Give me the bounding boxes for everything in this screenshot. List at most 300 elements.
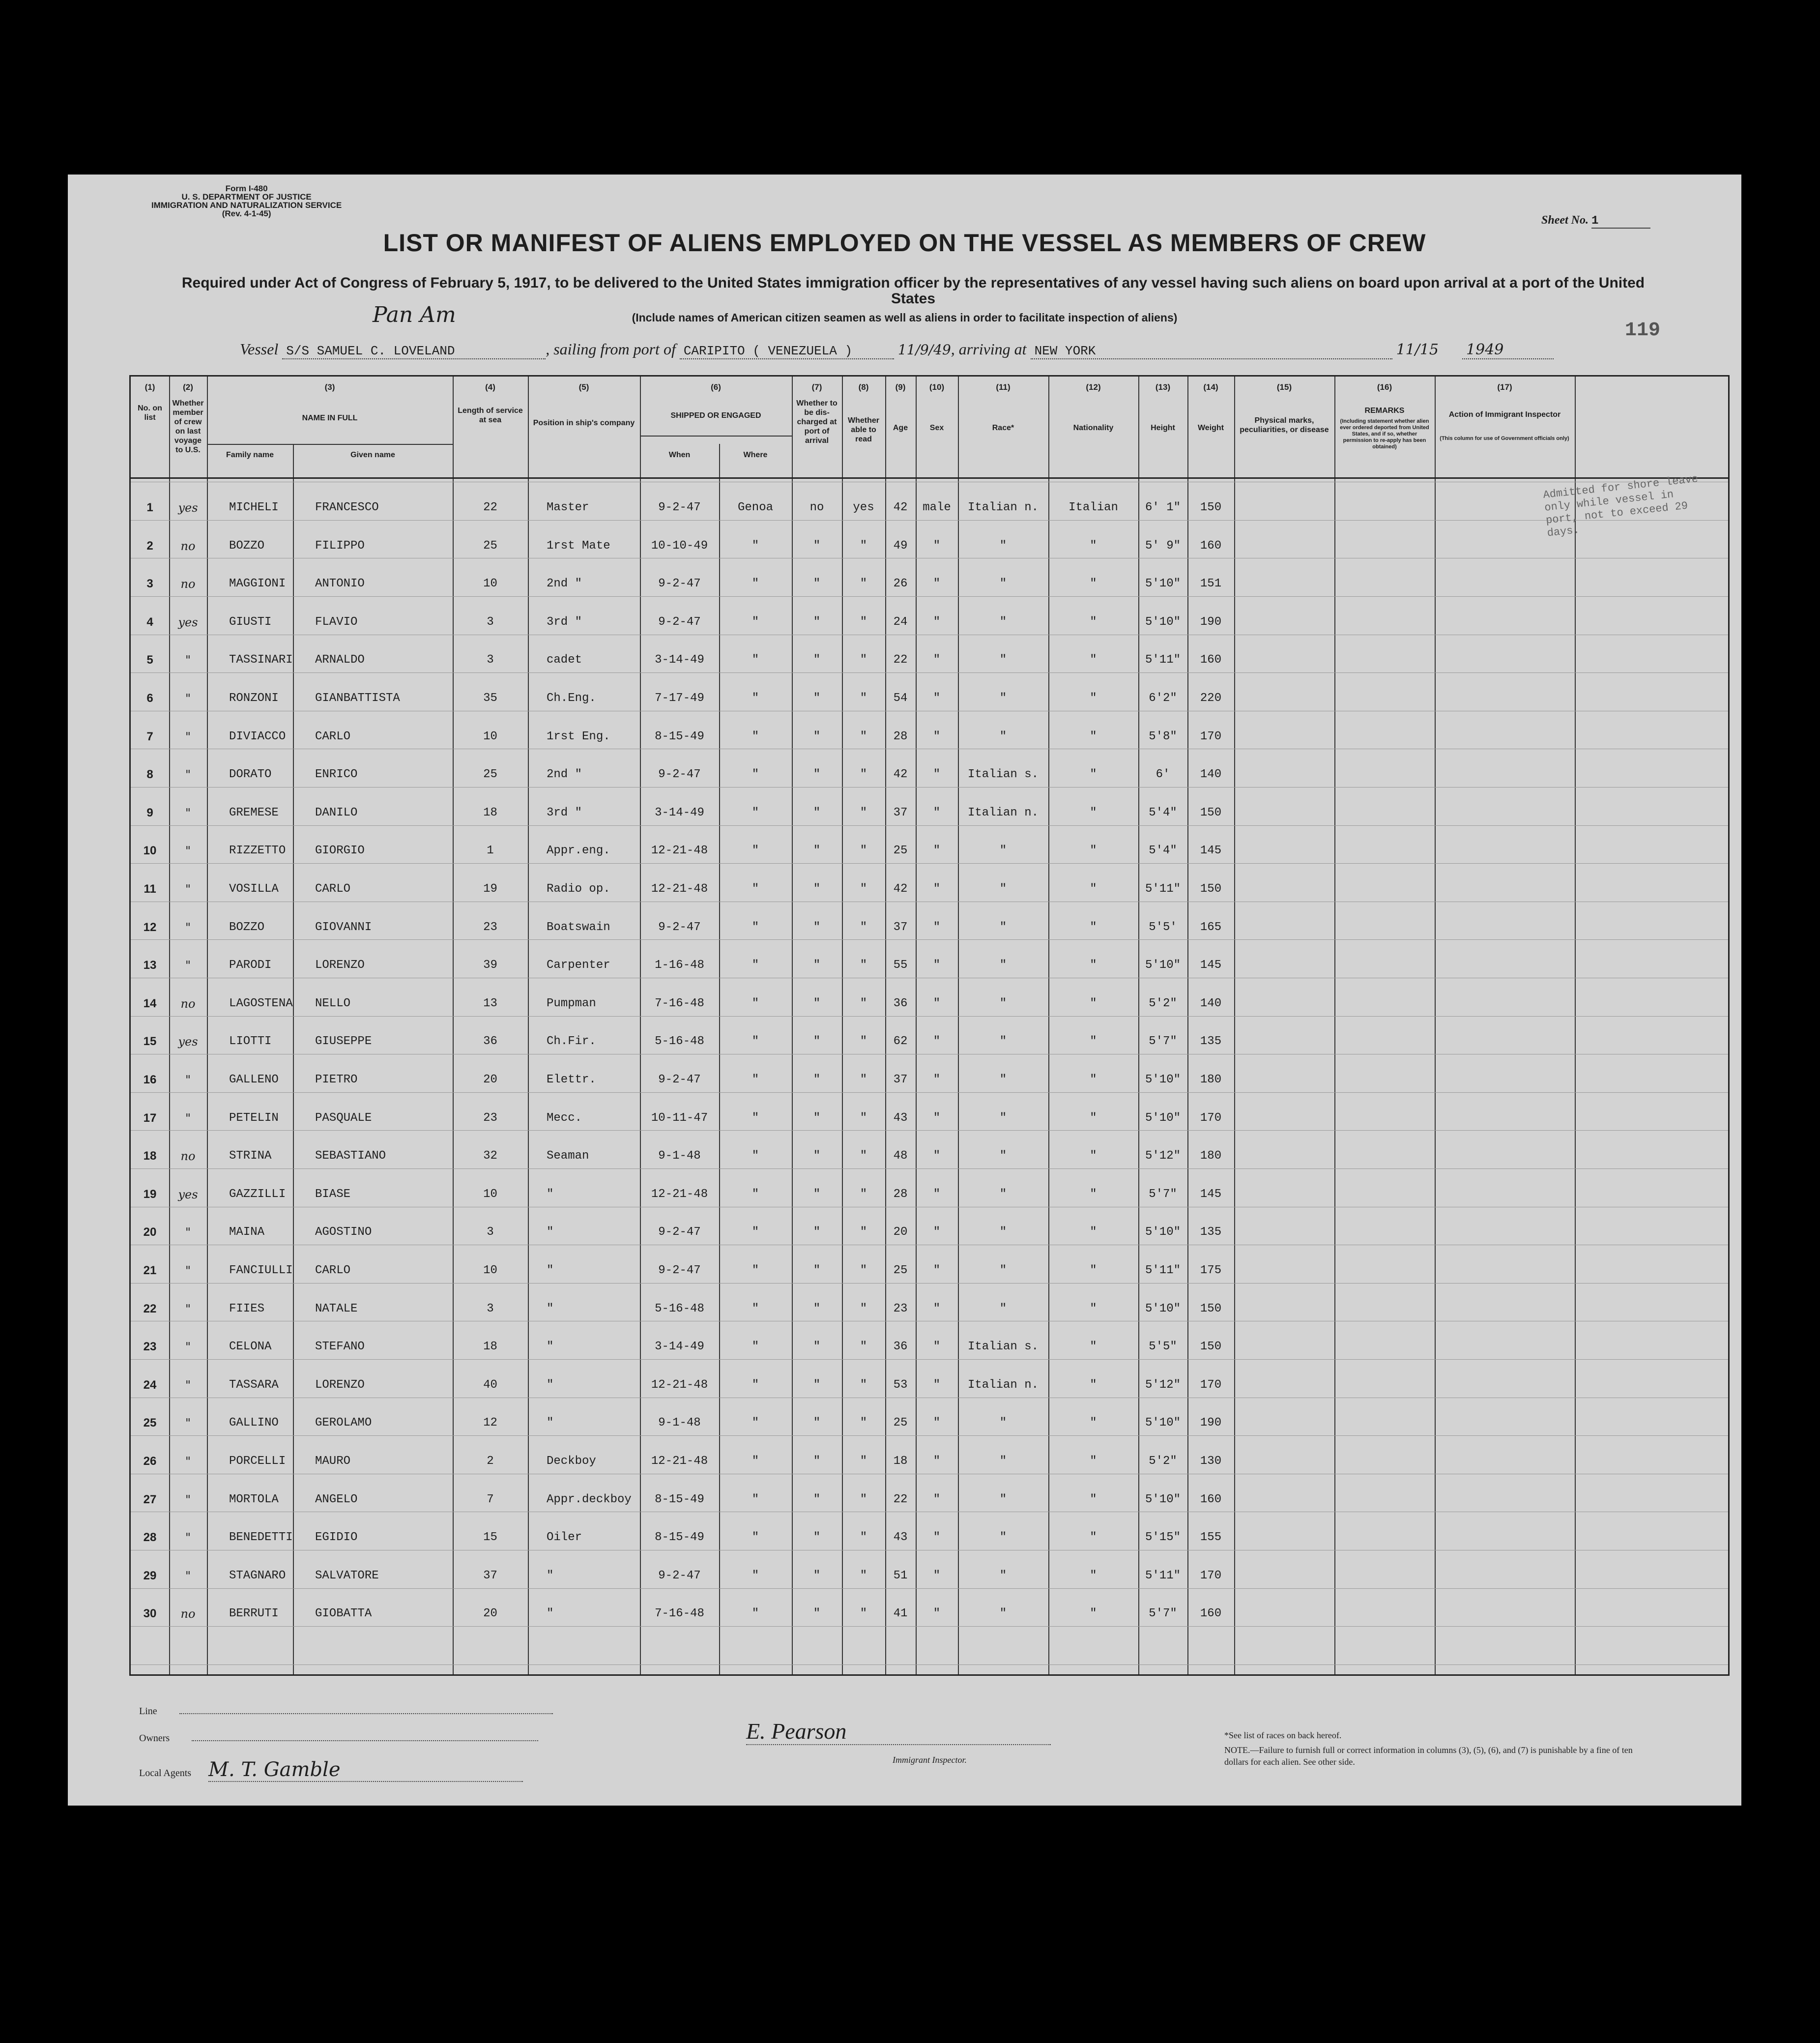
form-service: IMMIGRATION AND NATURALIZATION SERVICE: [151, 201, 342, 210]
column-rule: [1187, 377, 1188, 1674]
cell-c6b: ": [751, 615, 759, 629]
cell-c10: ": [933, 921, 941, 934]
cell-c10: ": [933, 1531, 941, 1544]
cell-c3a: TASSINARI: [229, 653, 293, 667]
cell-c3a: GALLENO: [229, 1073, 279, 1086]
cell-c6b: ": [751, 1226, 759, 1239]
cell-c6b: ": [751, 1416, 759, 1430]
vessel-name: S/S SAMUEL C. LOVELAND: [282, 344, 546, 359]
cell-c13: 5'2": [1149, 997, 1177, 1010]
cell-c3b: GEROLAMO: [315, 1416, 372, 1430]
cell-c12: ": [1090, 1569, 1097, 1582]
cell-c5: Appr.eng.: [547, 844, 610, 857]
cell-c7: ": [813, 1073, 821, 1086]
cell-c10: ": [933, 1149, 941, 1163]
cell-c6b: ": [751, 768, 759, 781]
cell-c2: ": [185, 768, 191, 782]
cell-c2: ": [185, 806, 191, 820]
cell-c12: ": [1090, 1264, 1097, 1277]
cell-c12: ": [1090, 882, 1097, 896]
cell-c3b: GIORGIO: [315, 844, 365, 857]
cell-c14: 170: [1200, 1569, 1222, 1582]
cell-c3a: TASSARA: [229, 1378, 279, 1392]
cell-c10: ": [933, 1569, 941, 1582]
cell-c11: ": [999, 921, 1007, 934]
header-c8: Whether able to read: [848, 416, 879, 443]
cell-c6b: ": [751, 1531, 759, 1544]
column-rule: [1048, 377, 1049, 1674]
cell-c1: 24: [143, 1378, 157, 1392]
cell-c14: 135: [1200, 1035, 1222, 1048]
cell-c8: ": [860, 1569, 867, 1582]
cell-c11: ": [999, 1149, 1007, 1163]
cell-c1: 28: [143, 1531, 157, 1544]
cell-c4: 10: [483, 1264, 497, 1277]
cell-c3a: GAZZILLI: [229, 1188, 286, 1201]
cell-c12: ": [1090, 1226, 1097, 1239]
cell-c11: ": [999, 615, 1007, 629]
cell-c4: 3: [487, 653, 494, 667]
cell-c5: Oiler: [547, 1531, 582, 1544]
cell-c10: ": [933, 1607, 941, 1620]
cell-c6a: 9-2-47: [658, 577, 701, 590]
cell-c8: yes: [853, 501, 874, 514]
cell-c13: 5'7": [1149, 1607, 1177, 1620]
cell-c6a: 9-2-47: [658, 1264, 701, 1277]
cell-c5: 2nd ": [547, 577, 582, 590]
cell-c14: 140: [1200, 997, 1222, 1010]
cell-c12: ": [1090, 1073, 1097, 1086]
header-c3b: Given name: [350, 451, 395, 459]
cell-c10: ": [933, 1378, 941, 1392]
arrival-year: 1949: [1462, 341, 1554, 359]
cell-c14: 145: [1200, 959, 1222, 972]
cell-c13: 5' 9": [1145, 539, 1181, 553]
column-rule: [1435, 377, 1436, 1674]
cell-c8: ": [860, 1264, 867, 1277]
cell-c4: 25: [483, 768, 497, 781]
arrival-port: NEW YORK: [1031, 344, 1392, 359]
cell-c10: ": [933, 615, 941, 629]
cell-c3a: LAGOSTENA: [229, 997, 293, 1010]
cell-c7: ": [813, 1531, 821, 1544]
cell-c1: 29: [143, 1569, 157, 1582]
cell-c8: ": [860, 1149, 867, 1163]
cell-c3b: FLAVIO: [315, 615, 358, 629]
cell-c9: 23: [893, 1302, 908, 1315]
cell-c1: 19: [143, 1188, 157, 1201]
cell-c11: ": [999, 539, 1007, 553]
form-identifier: [151, 184, 342, 218]
cell-c3b: GIANBATTISTA: [315, 692, 400, 705]
cell-c7: ": [813, 1416, 821, 1430]
cell-c6a: 7-16-48: [655, 1607, 704, 1620]
cell-c2: ": [185, 1111, 191, 1125]
header-c17-number: (17): [1497, 382, 1512, 392]
cell-c3a: BOZZO: [229, 921, 265, 934]
cell-c3a: STAGNARO: [229, 1569, 286, 1582]
cell-c12: ": [1090, 653, 1097, 667]
cell-c6b: ": [751, 1264, 759, 1277]
cell-c7: ": [813, 1226, 821, 1239]
cell-c1: 3: [146, 577, 153, 590]
row-rule: [131, 1016, 1728, 1017]
cell-c2: ": [185, 692, 191, 705]
cell-c1: 8: [146, 768, 153, 781]
sheet-label: Sheet No.: [1541, 214, 1589, 227]
column-rule: [916, 377, 917, 1674]
row-rule: [131, 1359, 1728, 1360]
cell-c8: ": [860, 577, 867, 590]
cell-c11: ": [999, 882, 1007, 896]
cell-c10: ": [933, 1340, 941, 1353]
cell-c6a: 7-17-49: [655, 692, 704, 705]
cell-c8: ": [860, 1416, 867, 1430]
cell-c6b: ": [751, 1340, 759, 1353]
header-c3a: Family name: [226, 451, 274, 459]
cell-c7: no: [809, 501, 824, 514]
cell-c1: 17: [143, 1111, 157, 1125]
cell-c11: ": [999, 692, 1007, 705]
cell-c2: ": [185, 1226, 191, 1239]
cell-c12: ": [1090, 1188, 1097, 1201]
cell-c3a: GREMESE: [229, 806, 279, 819]
cell-c10: ": [933, 1493, 941, 1506]
cell-c12: ": [1090, 1531, 1097, 1544]
cell-c7: ": [813, 539, 821, 553]
cell-c13: 5'11": [1145, 653, 1181, 667]
cell-c6b: ": [751, 997, 759, 1010]
cell-c10: ": [933, 1226, 941, 1239]
header-c17: Action of Immigrant Inspector: [1448, 410, 1561, 419]
cell-c10: ": [933, 1264, 941, 1277]
cell-c6b: ": [751, 1149, 759, 1163]
header-c7: Whether to be dis-charged at port of arrival: [796, 399, 838, 445]
cell-c14: 135: [1200, 1226, 1222, 1239]
cell-c9: 42: [893, 501, 908, 514]
header-rule: [131, 477, 1728, 479]
cell-c2: yes: [178, 1188, 198, 1201]
cell-c5: Seaman: [547, 1149, 589, 1163]
cell-c14: 170: [1200, 1111, 1222, 1125]
cell-c7: ": [813, 959, 821, 972]
sailing-label: , sailing from port of: [546, 340, 676, 358]
cell-c3b: PIETRO: [315, 1073, 358, 1086]
cell-c2: no: [180, 577, 196, 591]
cell-c13: 5'5': [1149, 921, 1177, 934]
cell-c2: no: [180, 539, 196, 553]
cell-c11: ": [999, 1455, 1007, 1468]
cell-c2: ": [185, 1531, 191, 1545]
cell-c12: ": [1090, 1493, 1097, 1506]
cell-c10: ": [933, 1073, 941, 1086]
cell-c14: 160: [1200, 1493, 1222, 1506]
cell-c14: 155: [1200, 1531, 1222, 1544]
cell-c6b: ": [751, 882, 759, 896]
header-c2: Whether member of crew on last voyage to U.S.: [172, 399, 204, 454]
cell-c1: 15: [143, 1035, 157, 1048]
cell-c3a: MAINA: [229, 1226, 265, 1239]
cell-c12: ": [1090, 806, 1097, 819]
cell-c1: 1: [146, 501, 153, 514]
cell-c4: 19: [483, 882, 497, 896]
owners-label: Owners: [139, 1733, 170, 1744]
column-rule: [293, 444, 294, 1674]
cell-c9: 42: [893, 768, 908, 781]
cell-c11: ": [999, 1226, 1007, 1239]
cell-c10: male: [923, 501, 951, 514]
column-rule: [885, 377, 886, 1674]
cell-c7: ": [813, 997, 821, 1010]
cell-c6a: 5-16-48: [655, 1302, 704, 1315]
cell-c5: 3rd ": [547, 806, 582, 819]
cell-c13: 5'4": [1149, 844, 1177, 857]
cell-c8: ": [860, 1073, 867, 1086]
cell-c10: ": [933, 806, 941, 819]
cell-c9: 43: [893, 1111, 908, 1125]
cell-c4: 39: [483, 959, 497, 972]
cell-c5: Mecc.: [547, 1111, 582, 1125]
cell-c13: 5'8": [1149, 730, 1177, 743]
cell-c4: 3: [487, 1302, 494, 1315]
cell-c14: 190: [1200, 615, 1222, 629]
cell-c5: 1rst Eng.: [547, 730, 610, 743]
cell-c8: ": [860, 1531, 867, 1544]
cell-c4: 10: [483, 1188, 497, 1201]
header-c12: Nationality: [1073, 424, 1114, 432]
cell-c3b: NELLO: [315, 997, 351, 1010]
cell-c14: 220: [1200, 692, 1222, 705]
row-rule: [131, 1092, 1728, 1093]
row-rule: [131, 520, 1728, 521]
cell-c13: 5'2": [1149, 1455, 1177, 1468]
header-c14: Weight: [1197, 424, 1224, 432]
cell-c7: ": [813, 768, 821, 781]
header-c7-number: (7): [811, 382, 822, 392]
column-rule: [1234, 377, 1235, 1674]
header-c10-number: (10): [929, 382, 945, 392]
column-rule: [169, 377, 170, 1674]
cell-c3a: RONZONI: [229, 692, 279, 705]
cell-c6b: ": [751, 1569, 759, 1582]
cell-c9: 51: [893, 1569, 908, 1582]
header-c12-number: (12): [1086, 382, 1101, 392]
cell-c9: 42: [893, 882, 908, 896]
cell-c4: 15: [483, 1531, 497, 1544]
cell-c5: Ch.Fir.: [547, 1035, 596, 1048]
cell-c1: 9: [146, 806, 153, 819]
cell-c12: ": [1090, 1378, 1097, 1392]
cell-c9: 53: [893, 1378, 908, 1392]
cell-c4: 3: [487, 1226, 494, 1239]
cell-c5: ": [547, 1416, 554, 1430]
cell-c6a: 8-15-49: [655, 1531, 704, 1544]
cell-c8: ": [860, 1226, 867, 1239]
cell-c3a: FIIES: [229, 1302, 265, 1315]
cell-c6a: 9-1-48: [658, 1149, 701, 1163]
cell-c12: ": [1090, 1340, 1097, 1353]
cell-c5: Deckboy: [547, 1455, 596, 1468]
cell-c3b: GIUSEPPE: [315, 1035, 372, 1048]
cell-c8: ": [860, 1111, 867, 1125]
cell-c2: ": [185, 882, 191, 896]
header-c8-number: (8): [858, 382, 869, 392]
cell-c6a: 9-2-47: [658, 615, 701, 629]
cell-c13: 5'4": [1149, 806, 1177, 819]
cell-c7: ": [813, 1149, 821, 1163]
cell-c14: 150: [1200, 1302, 1222, 1315]
cell-c3b: AGOSTINO: [315, 1226, 372, 1239]
cell-c1: 6: [146, 692, 153, 705]
cell-c5: ": [547, 1340, 554, 1353]
vessel-label: Vessel: [240, 340, 279, 358]
cell-c4: 7: [487, 1493, 494, 1506]
cell-c6a: 9-2-47: [658, 1073, 701, 1086]
cell-c14: 150: [1200, 1340, 1222, 1353]
cell-c4: 36: [483, 1035, 497, 1048]
remarks-stamp: Admitted for shore leave only while vessel in port, not to exceed 29 days.: [1542, 472, 1699, 540]
cell-c10: ": [933, 959, 941, 972]
cell-c11: ": [999, 730, 1007, 743]
cell-c7: ": [813, 730, 821, 743]
cell-c6a: 9-2-47: [658, 768, 701, 781]
cell-c3a: DIVIACCO: [229, 730, 286, 743]
header-c6-number: (6): [711, 382, 721, 392]
cell-c6a: 3-14-49: [655, 806, 704, 819]
cell-c6a: 10-10-49: [651, 539, 708, 553]
cell-c14: 150: [1200, 501, 1222, 514]
column-rule: [453, 377, 454, 1674]
agents-label: Local Agents: [139, 1768, 192, 1779]
header-c15-number: (15): [1276, 382, 1292, 392]
cell-c14: 150: [1200, 806, 1222, 819]
cell-c8: ": [860, 653, 867, 667]
cell-c13: 5'5": [1149, 1340, 1177, 1353]
header-c11: Race*: [992, 424, 1014, 432]
column-rule: [842, 377, 843, 1674]
cell-c8: ": [860, 615, 867, 629]
cell-c8: ": [860, 730, 867, 743]
cell-c5: ": [547, 1188, 554, 1201]
cell-c11: ": [999, 1264, 1007, 1277]
cell-c1: 22: [143, 1302, 157, 1315]
header-c9: Age: [893, 424, 908, 432]
cell-c4: 37: [483, 1569, 497, 1582]
cell-c6b: ": [751, 1188, 759, 1201]
cell-c3b: CARLO: [315, 1264, 351, 1277]
cell-c6a: 9-2-47: [658, 1569, 701, 1582]
cell-c14: 170: [1200, 730, 1222, 743]
header-c5-number: (5): [578, 382, 589, 392]
cell-c10: ": [933, 844, 941, 857]
cell-c9: 28: [893, 730, 908, 743]
header-c3-number: (3): [324, 382, 335, 392]
cell-c11: ": [999, 1493, 1007, 1506]
cell-c3b: ENRICO: [315, 768, 358, 781]
form-revision: (Rev. 4-1-45): [222, 209, 271, 218]
cell-c3a: CELONA: [229, 1340, 272, 1353]
fine-note: NOTE.—Failure to furnish full or correct information in columns (3), (5), (6), and (7) is punishable by a fine of ten dollars for each alien. See other side.: [1224, 1745, 1633, 1767]
cell-c12: ": [1090, 539, 1097, 553]
inspector-label: Immigrant Inspector.: [893, 1755, 967, 1765]
cell-c14: 190: [1200, 1416, 1222, 1430]
cell-c2: ": [185, 1416, 191, 1430]
header-c4: Length of service at sea: [458, 407, 523, 424]
cell-c7: ": [813, 1493, 821, 1506]
row-rule: [131, 1168, 1728, 1169]
cell-c3a: FANCIULLI: [229, 1264, 293, 1277]
cell-c14: 160: [1200, 653, 1222, 667]
cell-c13: 6'2": [1149, 692, 1177, 705]
cell-c9: 37: [893, 921, 908, 934]
cell-c9: 55: [893, 959, 908, 972]
cell-c7: ": [813, 653, 821, 667]
cell-c13: 5'10": [1145, 1111, 1181, 1125]
cell-c4: 32: [483, 1149, 497, 1163]
cell-c6b: ": [751, 577, 759, 590]
cell-c5: Master: [547, 501, 589, 514]
cell-c9: 26: [893, 577, 908, 590]
cell-c12: ": [1090, 577, 1097, 590]
column-rule: [958, 377, 959, 1674]
row-rule: [131, 863, 1728, 864]
cell-c7: ": [813, 1569, 821, 1582]
cell-c8: ": [860, 1302, 867, 1315]
cell-c1: 30: [143, 1607, 157, 1620]
cell-c9: 22: [893, 653, 908, 667]
arrival-date: 11/15: [1396, 341, 1439, 358]
cell-c13: 5'11": [1145, 882, 1181, 896]
cell-c8: ": [860, 768, 867, 781]
crew-table: [129, 375, 1730, 1676]
column-rule: [640, 377, 641, 1674]
cell-c11: Italian n.: [967, 806, 1039, 819]
cell-c6b: ": [751, 730, 759, 743]
cell-c9: 62: [893, 1035, 908, 1048]
cell-c3b: GIOVANNI: [315, 921, 372, 934]
column-rule: [1575, 377, 1576, 1674]
sailing-port: CARIPITO ( VENEZUELA ): [680, 344, 894, 359]
cell-c6a: 3-14-49: [655, 1340, 704, 1353]
cell-c5: ": [547, 1569, 554, 1582]
cell-c8: ": [860, 997, 867, 1010]
cell-c3b: GIOBATTA: [315, 1607, 372, 1620]
column-rule: [207, 377, 208, 1674]
header-c6: SHIPPED OR ENGAGED: [670, 411, 761, 420]
header-c6b: Where: [743, 451, 768, 459]
cell-c4: 12: [483, 1416, 497, 1430]
cell-c4: 35: [483, 692, 497, 705]
cell-c3a: RIZZETTO: [229, 844, 286, 857]
cell-c4: 23: [483, 921, 497, 934]
cell-c5: Carpenter: [547, 959, 610, 972]
cell-c4: 13: [483, 997, 497, 1010]
cell-c13: 5'10": [1145, 615, 1181, 629]
cell-c3a: VOSILLA: [229, 882, 279, 896]
cell-c10: ": [933, 997, 941, 1010]
cell-c6b: ": [751, 653, 759, 667]
cell-c1: 16: [143, 1073, 157, 1086]
header-c11-number: (11): [996, 382, 1011, 392]
cell-c4: 18: [483, 1340, 497, 1353]
header-c9-number: (9): [895, 382, 906, 392]
cell-c13: 5'10": [1145, 959, 1181, 972]
cell-c3b: SEBASTIANO: [315, 1149, 386, 1163]
sheet-value: 1: [1591, 214, 1650, 229]
row-rule: [131, 1588, 1728, 1589]
cell-c10: ": [933, 1188, 941, 1201]
cell-c1: 2: [146, 539, 153, 553]
